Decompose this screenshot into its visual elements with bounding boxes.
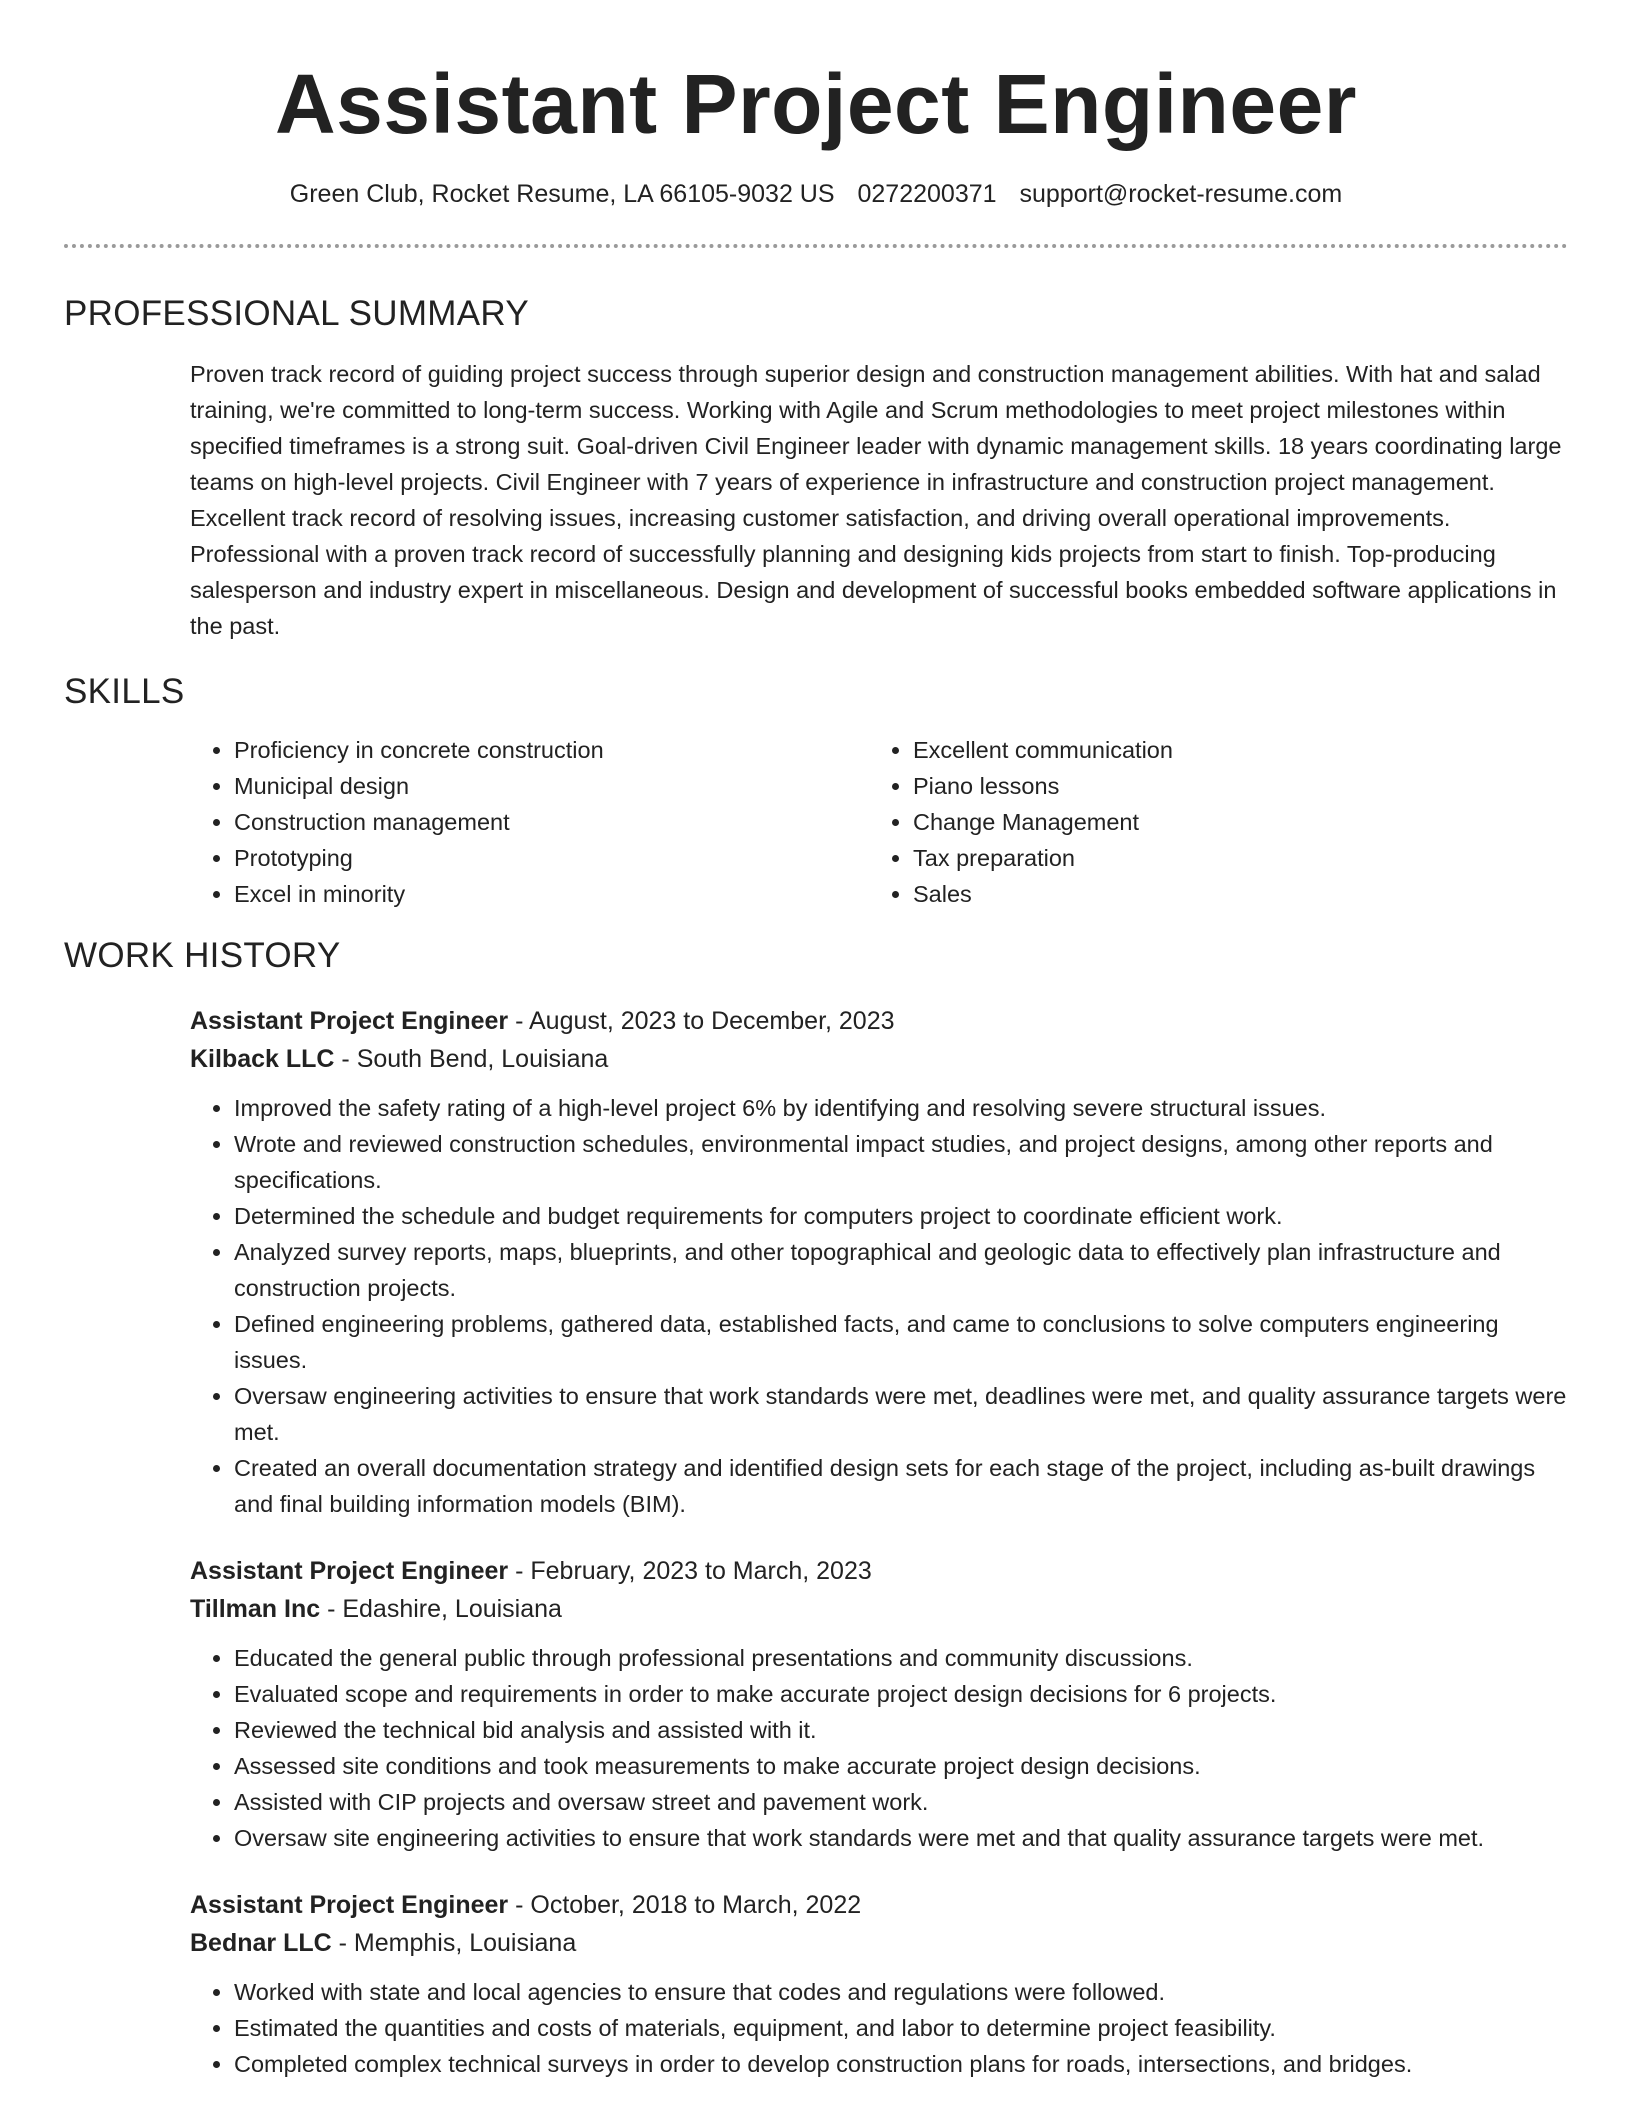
job-dates: - August, 2023 to December, 2023 xyxy=(508,1007,895,1035)
skills-list xyxy=(190,732,1568,912)
contact-email[interactable]: support@rocket-resume.com xyxy=(1019,180,1343,208)
job-bullet: • Estimated the quantities and costs of materials, equipment, and labor to determine project feasibility. xyxy=(234,2010,1568,2046)
job-role: Assistant Project Engineer xyxy=(190,1557,509,1585)
job-entry xyxy=(190,1552,1568,1856)
job-bullet: • Evaluated scope and requirements in order to make accurate project design decisions for 6 projects. xyxy=(234,1676,1568,1712)
job-location: - South Bend, Louisiana xyxy=(334,1045,609,1073)
job-company: Bednar LLC xyxy=(190,1929,332,1957)
job-bullet: • Improved the safety rating of a high-level project 6% by identifying and resolving severe structural issues. xyxy=(234,1090,1568,1126)
skill-item: • Sales xyxy=(913,876,1548,912)
skill-item: • Municipal design xyxy=(234,768,869,804)
job-bullets xyxy=(190,1974,1568,2082)
candidate-name: Assistant Project Engineer xyxy=(275,57,1357,151)
job-bullet: • Assessed site conditions and took measurements to make accurate project design decisions. xyxy=(234,1748,1568,1784)
job-role-line xyxy=(190,1552,1568,1590)
skill-item: • Excellent communication xyxy=(913,732,1548,768)
header-divider xyxy=(64,244,1568,248)
job-company: Kilback LLC xyxy=(190,1045,335,1073)
skills-title: SKILLS xyxy=(64,672,185,711)
contact-phone: 0272200371 xyxy=(857,180,997,208)
job-dates: - February, 2023 to March, 2023 xyxy=(508,1557,872,1585)
skill-item: • Excel in minority xyxy=(234,876,869,912)
job-bullet: • Defined engineering problems, gathered data, established facts, and came to conclusions to solve computers engineering issues. xyxy=(234,1306,1568,1378)
job-bullet: • Reviewed the technical bid analysis and assisted with it. xyxy=(234,1712,1568,1748)
job-role: Assistant Project Engineer xyxy=(190,1891,509,1919)
skill-item: • Piano lessons xyxy=(913,768,1548,804)
skill-item: • Construction management xyxy=(234,804,869,840)
resume-page xyxy=(64,0,1568,2082)
job-bullet: • Analyzed survey reports, maps, blueprints, and other topographical and geologic data to effectively plan infrastructure and construction projects. xyxy=(234,1234,1568,1306)
job-company-line xyxy=(190,1924,1568,1962)
job-bullet: • Determined the schedule and budget requirements for computers project to coordinate efficient work. xyxy=(234,1198,1568,1234)
job-bullet: • Assisted with CIP projects and oversaw street and pavement work. xyxy=(234,1784,1568,1820)
job-company-line xyxy=(190,1590,1568,1628)
job-bullet: • Wrote and reviewed construction schedules, environmental impact studies, and project designs, among other reports and specifications. xyxy=(234,1126,1568,1198)
contact-address: Green Club, Rocket Resume, LA 66105-9032 US xyxy=(289,180,835,208)
skill-item: • Prototyping xyxy=(234,840,869,876)
job-bullet: • Oversaw site engineering activities to ensure that work standards were met and that quality assurance targets were met. xyxy=(234,1820,1568,1856)
job-bullet: • Completed complex technical surveys in order to develop construction plans for roads, intersections, and bridges. xyxy=(234,2046,1568,2082)
job-role: Assistant Project Engineer xyxy=(190,1007,509,1035)
job-company: Tillman Inc xyxy=(190,1595,321,1623)
summary-text: Proven track record of guiding project success through superior design and construction management abilities. With hat and salad training, we're committed to long-term success. Working with Agile and Scrum methodologies to meet project milestones within specified timeframes is a strong suit. Goal-driven Civil Engineer leader with dynamic management skills. 18 years coordinating large teams on high-level projects. Civil Engineer with 7 years of experience in infrastructure and construction project management. Excellent track record of resolving issues, increasing customer satisfaction, and driving overall operational improvements. Professional with a proven track record of successfully planning and designing kids projects from start to finish. Top-producing salesperson and industry expert in miscellaneous. Design and development of successful books embedded software applications in the past. xyxy=(190,361,1562,639)
job-bullet: • Oversaw engineering activities to ensure that work standards were met, deadlines were met, and quality assurance targets were met. xyxy=(234,1378,1568,1450)
skill-item: • Change Management xyxy=(913,804,1548,840)
job-entry xyxy=(190,1886,1568,2082)
job-bullets xyxy=(190,1640,1568,1856)
job-bullet: • Worked with state and local agencies to ensure that codes and regulations were followed. xyxy=(234,1974,1568,2010)
job-bullet: • Created an overall documentation strategy and identified design sets for each stage of the project, including as-built drawings and final building information models (BIM). xyxy=(234,1450,1568,1522)
job-bullet: • Educated the general public through professional presentations and community discussions. xyxy=(234,1640,1568,1676)
contact-line xyxy=(64,178,1568,210)
skills-column-right xyxy=(869,732,1548,912)
skill-item: • Proficiency in concrete construction xyxy=(234,732,869,768)
skill-item: • Tax preparation xyxy=(913,840,1548,876)
job-role-line xyxy=(190,1886,1568,1924)
job-location: - Edashire, Louisiana xyxy=(320,1595,562,1623)
job-company-line xyxy=(190,1040,1568,1078)
work-history-title: WORK HISTORY xyxy=(64,936,341,975)
job-entry xyxy=(190,1002,1568,1522)
summary-title: PROFESSIONAL SUMMARY xyxy=(64,294,529,333)
skills-column-left xyxy=(190,732,869,912)
job-location: - Memphis, Louisiana xyxy=(331,1929,577,1957)
job-dates: - October, 2018 to March, 2022 xyxy=(508,1891,862,1919)
job-role-line xyxy=(190,1002,1568,1040)
job-bullets xyxy=(190,1090,1568,1522)
